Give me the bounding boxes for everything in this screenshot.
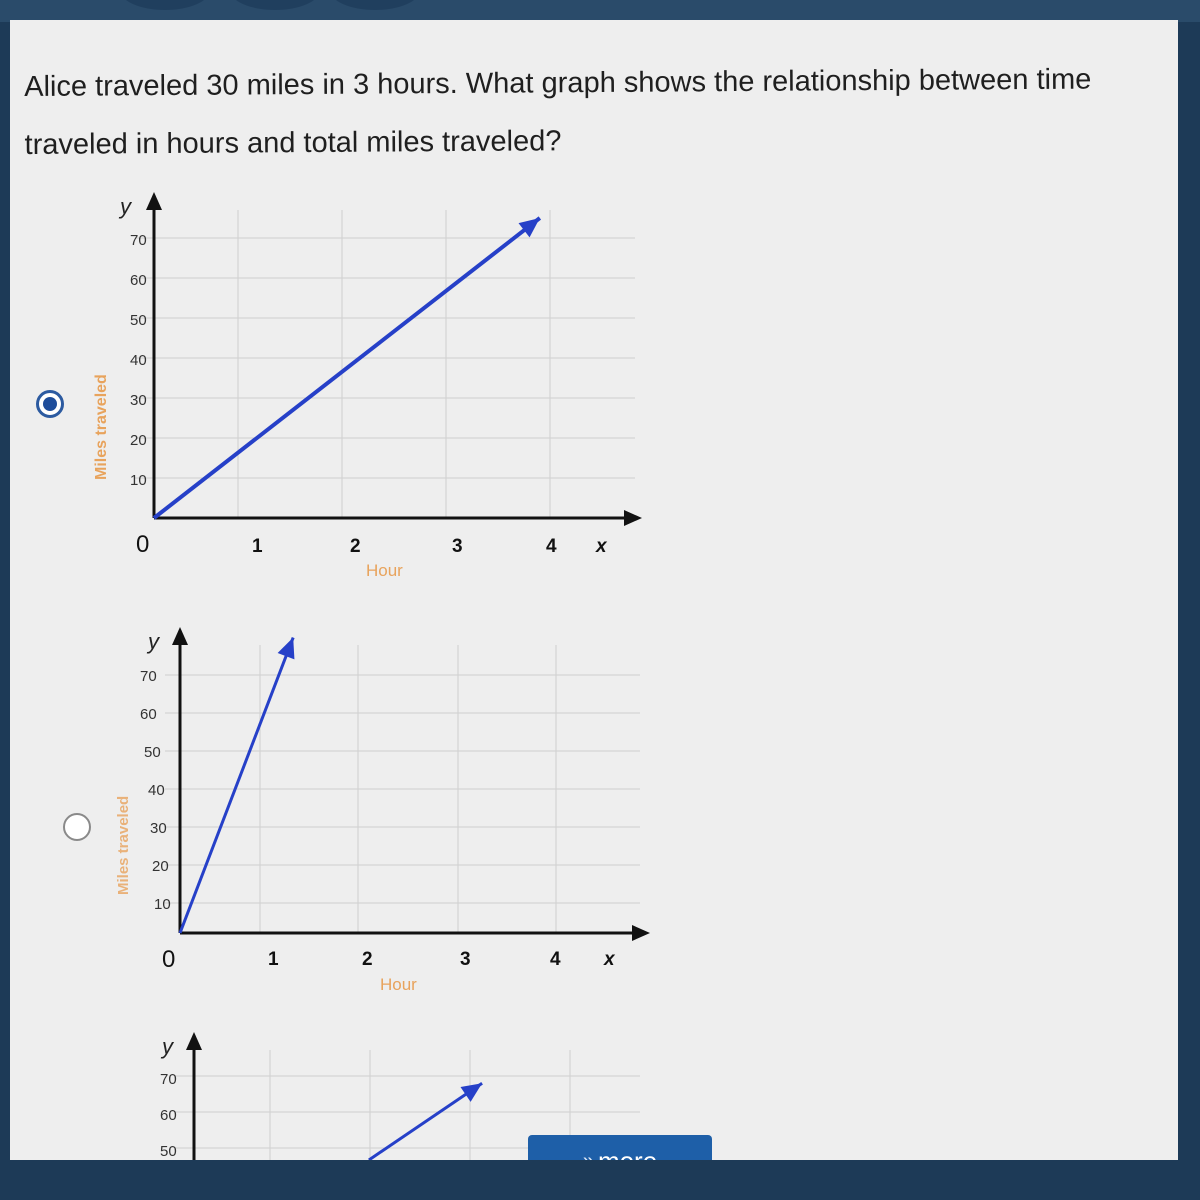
option-2-line-arrowhead [278, 638, 295, 660]
bottom-bar [0, 1160, 1200, 1200]
option-1-radio[interactable] [36, 390, 64, 418]
option-1-x-tick: 4 [546, 536, 557, 557]
question-panel [10, 20, 1178, 1160]
option-2-y-tick: 20 [152, 858, 169, 875]
option-2-y-tick: 40 [148, 782, 165, 799]
browser-top-bar [0, 0, 1200, 22]
option-3-y-axis-name: y [162, 1034, 173, 1059]
option-1-y-tick: 40 [130, 352, 147, 369]
top-bar-shape [330, 0, 420, 10]
option-3-y-tick: 50 [160, 1143, 177, 1160]
option-3-y-axis-arrow [186, 1032, 202, 1050]
option-1-grid [135, 210, 635, 518]
option-1-x-axis-name: x [596, 536, 607, 557]
question-text: Alice traveled 30 miles in 3 hours. What graph shows the relationship between time traveled in hours and total miles traveled? [24, 63, 1092, 161]
option-2-y-tick: 10 [154, 896, 171, 913]
option-1-x-tick: 2 [350, 536, 361, 557]
top-bar-shape [120, 0, 210, 10]
option-2-x-axis-arrow [632, 925, 650, 941]
option-1-y-tick: 60 [130, 272, 147, 289]
option-1-y-tick: 70 [130, 232, 147, 249]
option-1-x-axis-arrow [624, 510, 642, 526]
option-1-y-tick: 20 [130, 432, 147, 449]
option-1-y-axis-label: Miles traveled [93, 374, 110, 480]
option-2-x-tick: 4 [550, 949, 561, 970]
option-2-y-axis-label: Miles traveled [115, 795, 132, 895]
option-2-y-tick: 50 [144, 744, 161, 761]
option-2-y-axis-arrow [172, 627, 188, 645]
option-1-y-tick: 30 [130, 392, 147, 409]
option-2-y-axis-name: y [148, 629, 159, 654]
option-1-origin-label: 0 [136, 531, 150, 558]
option-3-line-arrowhead [460, 1083, 482, 1102]
option-1-y-axis-name: y [120, 194, 131, 219]
option-1-x-axis-label: Hour [366, 561, 403, 580]
option-2-x-tick: 1 [268, 949, 279, 970]
option-2-x-axis-name: x [604, 949, 615, 970]
option-2-y-tick: 30 [150, 820, 167, 837]
option-2-x-axis-label: Hour [380, 975, 417, 994]
option-1-x-tick: 3 [452, 536, 463, 557]
option-1-data-line [154, 218, 540, 518]
option-2-x-tick: 3 [460, 949, 471, 970]
option-1-y-axis-arrow [146, 192, 162, 210]
option-1-chart [80, 180, 670, 600]
option-2-origin-label: 0 [162, 946, 176, 973]
option-2-y-tick: 60 [140, 706, 157, 723]
top-bar-shape [230, 0, 320, 10]
option-2-y-tick: 70 [140, 668, 157, 685]
option-1-x-tick: 1 [252, 536, 263, 557]
option-3-y-tick: 70 [160, 1071, 177, 1088]
option-2-chart [110, 615, 670, 1025]
option-2-graph [110, 615, 670, 1030]
option-2-radio[interactable] [63, 813, 91, 841]
option-2-x-tick: 2 [362, 949, 373, 970]
option-2-data-line [180, 638, 293, 933]
option-3-y-tick: 60 [160, 1107, 177, 1124]
option-1-graph [80, 180, 670, 605]
option-1-y-tick: 50 [130, 312, 147, 329]
option-1-y-tick: 10 [130, 472, 147, 489]
